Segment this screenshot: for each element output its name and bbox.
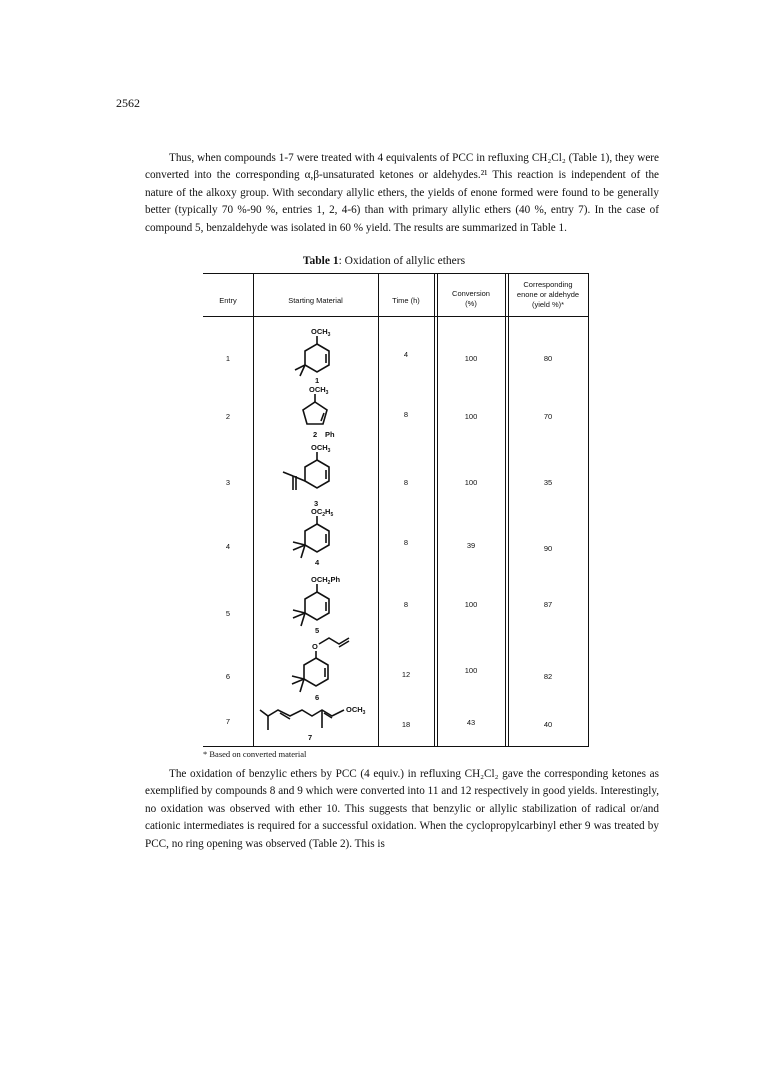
svg-text:OCH3: $OCH_3$ xyxy=(311,443,331,454)
header-conversion-l2: (%) xyxy=(465,299,477,308)
yield-cell: 70 xyxy=(543,412,553,421)
svg-text:Ph: Ph xyxy=(325,430,335,439)
compound-6-label xyxy=(315,692,325,702)
header-enone xyxy=(508,280,588,310)
time-cell: 4 xyxy=(403,350,409,359)
svg-text:OCH3: $OCH_3$ xyxy=(311,327,331,338)
time-cell: 8 xyxy=(403,410,409,419)
structure-compound-1 xyxy=(283,326,343,381)
table-title xyxy=(0,255,768,267)
svg-text:OCH3: $OCH_3$ xyxy=(309,385,329,396)
page-number: 2562 xyxy=(116,96,140,110)
svg-text:3: 3 xyxy=(314,499,319,508)
svg-text:OCH3: $OCH_3$ xyxy=(346,705,366,716)
conversion-cell: 100 xyxy=(464,666,478,675)
header-enone-l1: Corresponding xyxy=(523,280,573,289)
time-cell: 8 xyxy=(403,600,409,609)
svg-text:O: O xyxy=(312,642,318,651)
paragraph-1: Thus, when compounds 1-7 were treated with 4 equivalents of PCC in refluxing CH₂Cl₂ (Table 1), they were converted into the corresponding α,β-unsaturated ketones or aldehydes.²¹ This reaction is independent of the nature of the alkoxy group. With secondary allylic ethers, the yields of enone formed were found to be generally better (typically 70 %-90 %, entries 1, 2, 4-6) than with primary allylic ethers (40 %, entry 7). In the case of compound 5, benzaldehyde was isolated in 60 % yield. The results are summarized in Table 1. xyxy=(145,152,659,234)
svg-text:7: 7 xyxy=(308,733,313,742)
structure-compound-2 xyxy=(291,384,351,434)
time-cell: 8 xyxy=(403,538,409,547)
entry-cell: 2 xyxy=(225,412,231,421)
entry-cell: 6 xyxy=(225,672,231,681)
yield-cell: 87 xyxy=(543,600,553,609)
yield-cell: 40 xyxy=(543,720,553,729)
conversion-cell: 43 xyxy=(466,718,476,727)
header-conversion-l1: Conversion xyxy=(452,289,490,298)
yield-cell: 82 xyxy=(543,672,553,681)
yield-cell: 80 xyxy=(543,354,553,363)
conversion-cell: 39 xyxy=(466,541,476,550)
table-title-text: : Oxidation of allylic ethers xyxy=(338,255,466,267)
structure-compound-5 xyxy=(283,574,363,629)
compound-4-label xyxy=(315,557,325,567)
results-table xyxy=(203,273,589,747)
table-title-label: Table 1 xyxy=(302,255,339,267)
svg-text:OC2H5: $OC_2H_5$ xyxy=(311,507,334,518)
yield-cell: 90 xyxy=(543,544,553,553)
time-cell: 12 xyxy=(401,670,411,679)
time-cell: 18 xyxy=(401,720,411,729)
conversion-cell: 100 xyxy=(464,478,478,487)
entry-cell: 1 xyxy=(225,354,231,363)
conversion-cell: 100 xyxy=(464,600,478,609)
svg-text:6: 6 xyxy=(315,693,320,702)
header-enone-l3: (yield %)* xyxy=(531,300,565,309)
paragraph-2: The oxidation of benzylic ethers by PCC (4 equiv.) in refluxing CH₂Cl₂ gave the corresponding ketones as exemplified by compounds 8 and 9 which were converted into 11 and 12 respectively in good yields. Interestingly, no oxidation was observed with ether 10. This suggests that benzylic or allylic stabilization of radical or/and cationic intermediates is required for a successful oxidation. When the cyclopropylcarbinyl ether 9 was treated by PCC, no ring opening was observed (Table 2). This is xyxy=(145,768,659,850)
conversion-cell: 100 xyxy=(464,412,478,421)
header-starting-material: Starting Material xyxy=(288,296,343,305)
time-cell: 8 xyxy=(403,478,409,487)
table-footnote: * Based on converted material xyxy=(203,749,307,759)
conversion-cell: 100 xyxy=(464,354,478,363)
compound-7-label xyxy=(308,732,318,742)
svg-text:OCH2Ph: $OCH_2Ph$ xyxy=(311,575,341,586)
entry-cell: 7 xyxy=(225,717,231,726)
svg-text:2: 2 xyxy=(313,430,318,439)
structure-compound-4 xyxy=(283,506,353,561)
header-enone-l2: enone or aldehyde xyxy=(516,290,580,299)
entry-cell: 4 xyxy=(225,542,231,551)
structure-compound-7 xyxy=(258,702,388,742)
header-conversion xyxy=(437,289,505,309)
compound-2-label xyxy=(313,429,353,441)
yield-cell: 35 xyxy=(543,478,553,487)
header-entry: Entry xyxy=(219,296,237,305)
entry-cell: 5 xyxy=(225,609,231,618)
svg-text:5: 5 xyxy=(315,626,320,635)
svg-text:4: 4 xyxy=(315,558,320,567)
structure-compound-3 xyxy=(271,442,351,504)
entry-cell: 3 xyxy=(225,478,231,487)
header-time: Time (h) xyxy=(392,296,420,305)
svg-text:1: 1 xyxy=(315,376,320,385)
structure-compound-6 xyxy=(283,634,383,696)
